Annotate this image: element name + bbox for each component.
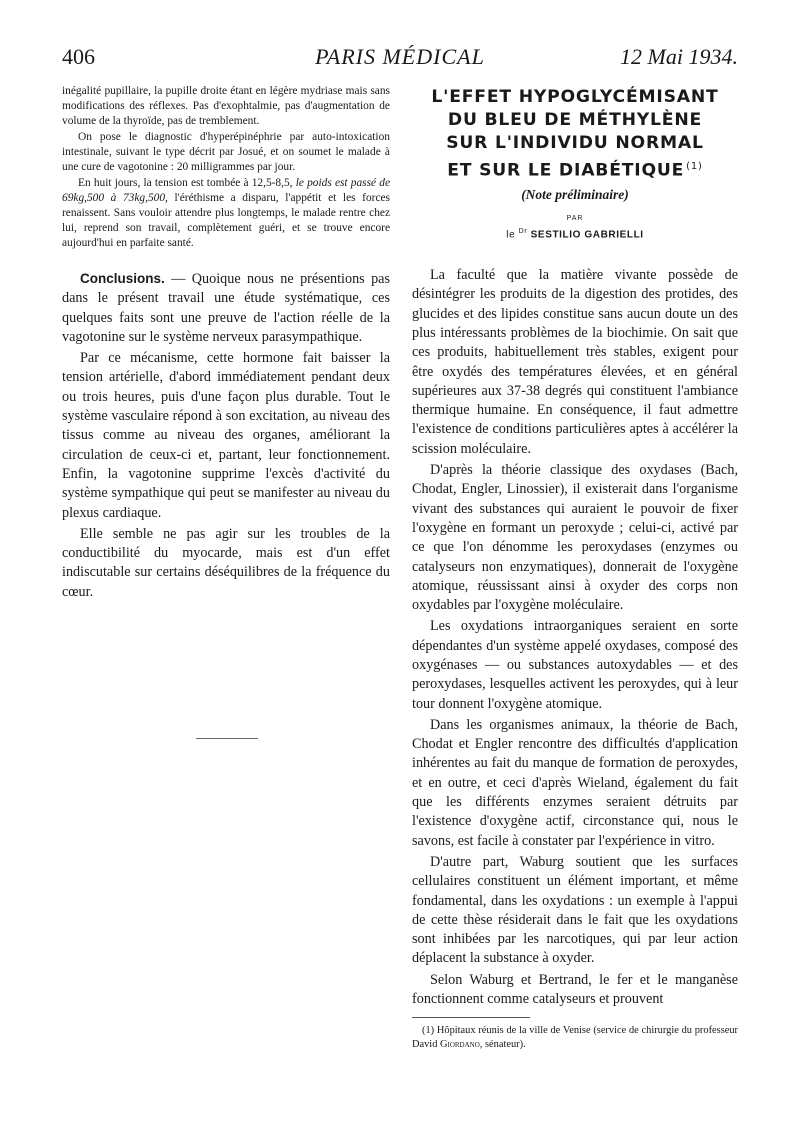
left-column bbox=[62, 84, 390, 602]
title-line: SUR L'INDIVIDU NORMAL bbox=[446, 133, 704, 153]
footnote-surgeon: Giordano bbox=[440, 1039, 480, 1051]
running-header bbox=[62, 44, 738, 74]
case-paragraph: On pose le diagnostic d'hyperépinéphrie par auto-intoxication intestinale, suivant le type décrit par Josué, et on soumet le malade à une cure de vagotonine : 20 milligrammes par jour. bbox=[62, 131, 390, 173]
title-line: L'EFFET HYPOGLYCÉMISANT bbox=[431, 87, 719, 107]
article-paragraph: D'autre part, Waburg soutient que les surfaces cellulaires constituent un élément important, et même fondamental, dans les oxydations : un exemple à l'appui de cette thèse résiderait dans le fait que les oxydations sont inhibées par les narcotiques, qui par leur action déplacent la substance à oxyder. bbox=[412, 853, 738, 967]
conclusions-paragraph: Par ce mécanisme, cette hormone fait baisser la tension artérielle, d'abord immédiatement pendant deux ou trois heures, puis d'une façon plus durable. Tout le système vasculaire répond à son excitation, au niveau des tissus comme au niveau des organes, améliorant la circulation de ceux-ci et, partant, leur fonctionnement. Enfin, la vagotonine supprime l'excès d'activité du système sympathique qui peut se manifester au niveau du plexus cardiaque. bbox=[62, 350, 390, 521]
footnote-reference[interactable]: (1) bbox=[686, 161, 703, 172]
article-paragraph: Dans les organismes animaux, la théorie de Bach, Chodat et Engler rencontre des difficultés d'application inhérentes au fait du manque de formation de peroxydes, et en outre, et ceci d'après Wieland, également du fait que les différents enzymes seraient détruits par l'existence d'oxygène actif, circonstance qui, nous le savons, est facile à constater par l'expérience in vitro. bbox=[412, 716, 738, 849]
byline-par: PAR bbox=[566, 214, 584, 222]
author-prefix: le bbox=[506, 229, 516, 241]
article-paragraph: D'après la théorie classique des oxydases (Bach, Chodat, Engler, Linossier), il existerait dans l'organisme vivant des substances qui auraient le pouvoir de fixer l'oxygène en formant un peroxyde ; celui-ci, activé par ce que l'on dénomme les peroxydases (enzymes ou catalyseurs non enzymatiques), donnerait de l'oxygène atomique, réussissant ainsi à oxyder des corps non oxydables par l'oxygène moléculaire. bbox=[412, 462, 738, 614]
footnote-marker: (1) bbox=[422, 1025, 435, 1037]
author-title: Dr bbox=[518, 227, 528, 235]
article-body bbox=[412, 266, 738, 1009]
footnote-text: Hôpitaux réunis de la ville de Venise (service de chirurgie du professeur David bbox=[412, 1025, 738, 1051]
conclusions-paragraph bbox=[62, 269, 390, 347]
footnote-rule bbox=[412, 1017, 530, 1018]
author-name: SESTILIO GABRIELLI bbox=[530, 229, 644, 241]
conclusions-heading: Conclusions. bbox=[80, 271, 165, 286]
case-outcome-text: l'éréthisme a disparu, l'appétit et les forces renaissent. Sans vouloir attendre plus longtemps, le malade rentre chez lui, reprend son travail, complètement guéri, et se trouve encore aujourd'hui en parfaite santé. bbox=[62, 192, 390, 249]
case-outcome-paragraph bbox=[62, 176, 390, 251]
case-report-end bbox=[62, 84, 390, 251]
conclusions-section bbox=[62, 269, 390, 602]
conclusions-paragraph: Elle semble ne pas agir sur les troubles de la conductibilité du myocarde, mais est d'un effet indiscutable sur certains déséquilibres de la fréquence du cœur. bbox=[62, 525, 390, 600]
section-separator bbox=[196, 738, 258, 739]
author-line bbox=[412, 228, 738, 240]
title-line-last bbox=[412, 155, 738, 183]
article-paragraph: La faculté que la matière vivante possède de désintégrer les produits de la digestion des protides, des glucides et des lipides constitue sans aucun doute un des plus intéressants problèmes de la biochimie. On sait que ces produits, habituellement très stables, exigent pour être oxydés des températures élevées, et en général supérieures aux 37-38 degrés qui constituent l'ambiance thermique humaine. En conséquence, il faut admettre l'existence de conditions particulières aptes à accélérer la scission moléculaire. bbox=[412, 267, 738, 457]
right-column bbox=[412, 84, 738, 1052]
article-paragraph: Les oxydations intraorganiques seraient en sorte dépendantes d'un système appelé oxydases, composé des oxygénases — ou substances autoxydables — et des peroxydases, lesquelles activent les peroxydes, qui à leur tour donnent l'oxygène atomique. bbox=[412, 618, 738, 712]
footnote bbox=[412, 1024, 738, 1052]
title-line: DU BLEU DE MÉTHYLÈNE bbox=[447, 110, 703, 130]
issue-date: 12 Mai 1934. bbox=[620, 44, 738, 69]
page-number: 406 bbox=[62, 44, 95, 69]
case-paragraph: inégalité pupillaire, la pupille droite étant en légère mydriase mais sans modifications des réflexes. Pas d'exophtalmie, pas d'augmentation de volume de la thyroïde, pas de tremblement. bbox=[62, 85, 390, 127]
journal-title: PARIS MÉDICAL bbox=[315, 44, 485, 69]
conclusions-text: — Quoique nous ne présentions pas dans le présent travail une étude systématique, ces quelques faits sont une preuve de l'action réelle de la vagotonine sur le système nerveux parasympathique. bbox=[62, 271, 391, 345]
case-outcome-text: En huit jours, la tension est tombée à 12,5-8,5, bbox=[78, 177, 296, 189]
case-outcome-italic: le poids est passé de 69kg,500 à 73kg,500, bbox=[62, 177, 390, 204]
article-subtitle: (Note préliminaire) bbox=[521, 186, 629, 202]
article-paragraph: Selon Waburg et Bertrand, le fer et le manganèse fonctionnent comme catalyseurs et prouvent bbox=[412, 971, 738, 1008]
article-title bbox=[412, 86, 738, 183]
title-line-text: ET SUR LE DIABÉTIQUE bbox=[447, 160, 685, 181]
footnote-text-end: , sénateur). bbox=[479, 1039, 526, 1051]
